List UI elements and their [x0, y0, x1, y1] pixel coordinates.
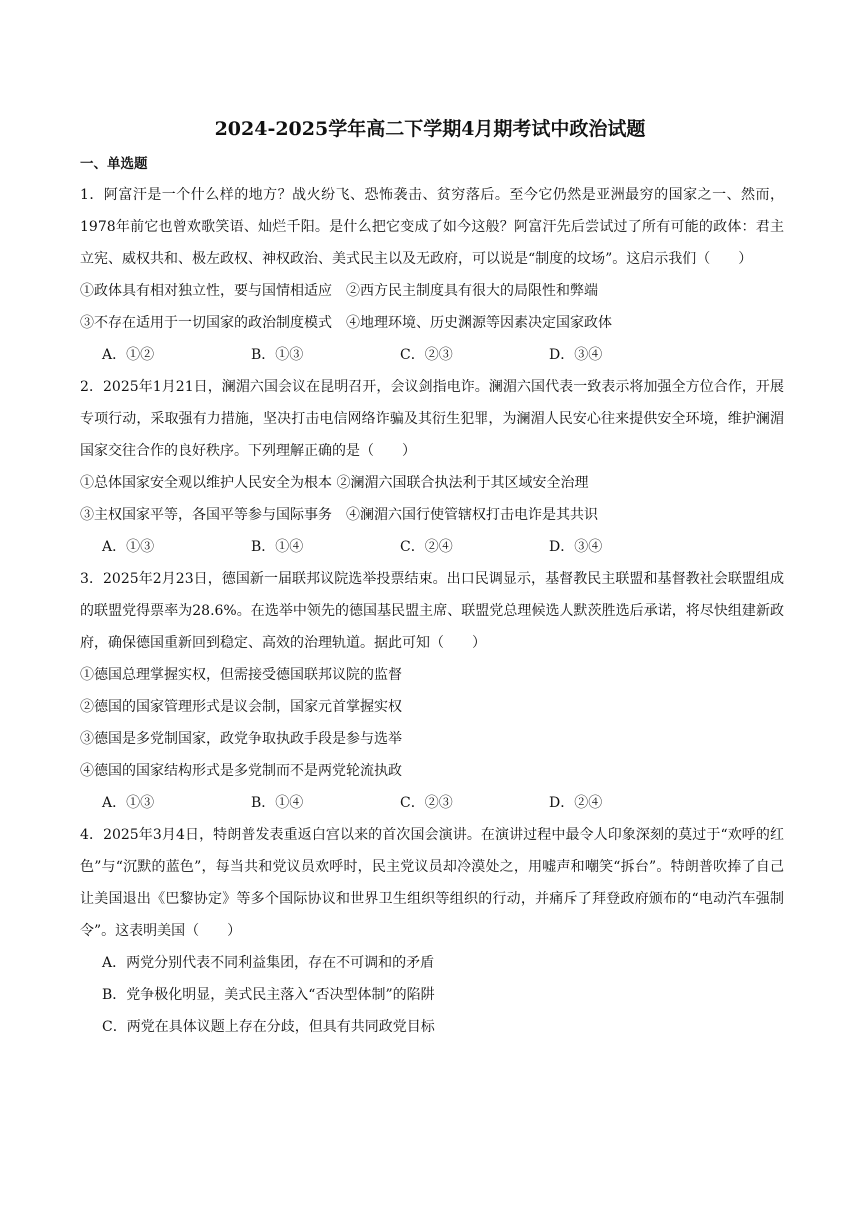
statement-line: ②德国的国家管理形式是议会制，国家元首掌握实权 — [80, 699, 402, 715]
section-heading: 一、单选题 — [80, 156, 148, 172]
choice-c[interactable]: C．②④ — [400, 539, 453, 555]
question-stem: 3．2025年2月23日，德国新一届联邦议院选举投票结束。出口民调显示，基督教民主联盟和基督教社会联盟组成的联盟党得票率为28.6%。在选举中领先的德国基民盟主席、联盟党总理候选人默茨胜选后承诺，将尽快组建新政府，确保德国重新回到稳定、高效的治理轨道。据此可知（ ） — [80, 571, 784, 651]
statement-line: ①政体具有相对独立性，要与国情相适应 ②西方民主制度具有很大的局限性和弊端 — [80, 283, 598, 299]
statement-line: ①总体国家安全观以维护人民安全为根本 ②澜湄六国联合执法利于其区域安全治理 — [80, 475, 589, 491]
question-3 — [80, 563, 784, 819]
choice-a[interactable]: A．两党分别代表不同利益集团，存在不可调和的矛盾 — [102, 955, 435, 971]
question-stem: 2．2025年1月21日，澜湄六国会议在昆明召开，会议剑指电诈。澜湄六国代表一致表示将加强全方位合作，开展专项行动，采取强有力措施，坚决打击电信网络诈骗及其衍生犯罪，为澜湄人民安心往来提供安全环境，维护澜湄国家交往合作的良好秩序。下列理解正确的是（ ） — [80, 379, 784, 459]
answer-choices — [80, 339, 784, 371]
choice-c[interactable]: C．②③ — [400, 347, 453, 363]
choice-d[interactable]: D．③④ — [549, 539, 603, 555]
choice-d[interactable]: D．②④ — [549, 795, 603, 811]
question-4 — [80, 819, 784, 1043]
question-stem: 4．2025年3月4日，特朗普发表重返白宫以来的首次国会演讲。在演讲过程中最令人印象深刻的莫过于“欢呼的红色”与“沉默的蓝色”，每当共和党议员欢呼时，民主党议员却冷漠处之，用嘘声和嘲笑“拆台”。特朗普吹捧了自己让美国退出《巴黎协定》等多个国际协议和世界卫生组织等组织的行动，并痛斥了拜登政府颁布的“电动汽车强制令”。这表明美国（ ） — [80, 827, 784, 939]
choice-b[interactable]: B．党争极化明显，美式民主落入“否决型体制”的陷阱 — [102, 987, 435, 1003]
choice-c[interactable]: C．②③ — [400, 795, 453, 811]
answer-choices — [80, 531, 784, 563]
choice-a[interactable]: A．①③ — [102, 539, 155, 555]
statement-line: ③德国是多党制国家，政党争取执政手段是参与选举 — [80, 731, 402, 747]
choice-a[interactable]: A．①③ — [102, 795, 155, 811]
statement-line: ③不存在适用于一切国家的政治制度模式 ④地理环境、历史渊源等因素决定国家政体 — [80, 315, 612, 331]
answer-choices — [80, 787, 784, 819]
question-stem: 1．阿富汗是一个什么样的地方？战火纷飞、恐怖袭击、贫穷落后。至今它仍然是亚洲最穷的国家之一、然而，1978年前它也曾欢歌笑语、灿烂千阳。是什么把它变成了如今这般？阿富汗先后尝试过了所有可能的政体：君主立宪、威权共和、极左政权、神权政治、美式民主以及无政府，可以说是“制度的坟场”。这启示我们（ ） — [80, 187, 784, 267]
choice-b[interactable]: B．①③ — [251, 347, 304, 363]
question-list — [80, 179, 784, 1043]
question-2 — [80, 371, 784, 563]
choice-b[interactable]: B．①④ — [251, 539, 304, 555]
statement-line: ③主权国家平等，各国平等参与国际事务 ④澜湄六国行使管辖权打击电诈是其共识 — [80, 507, 598, 523]
choice-c[interactable]: C．两党在具体议题上存在分歧，但具有共同政党目标 — [102, 1019, 435, 1035]
choice-d[interactable]: D．③④ — [549, 347, 603, 363]
choice-b[interactable]: B．①④ — [251, 795, 304, 811]
statement-line: ①德国总理掌握实权，但需接受德国联邦议院的监督 — [80, 667, 402, 683]
statement-line: ④德国的国家结构形式是多党制而不是两党轮流执政 — [80, 763, 402, 779]
exam-title: 2024-2025学年高二下学期4月期考试中政治试题 — [214, 118, 646, 140]
choice-a[interactable]: A．①② — [102, 347, 155, 363]
question-1 — [80, 179, 784, 371]
